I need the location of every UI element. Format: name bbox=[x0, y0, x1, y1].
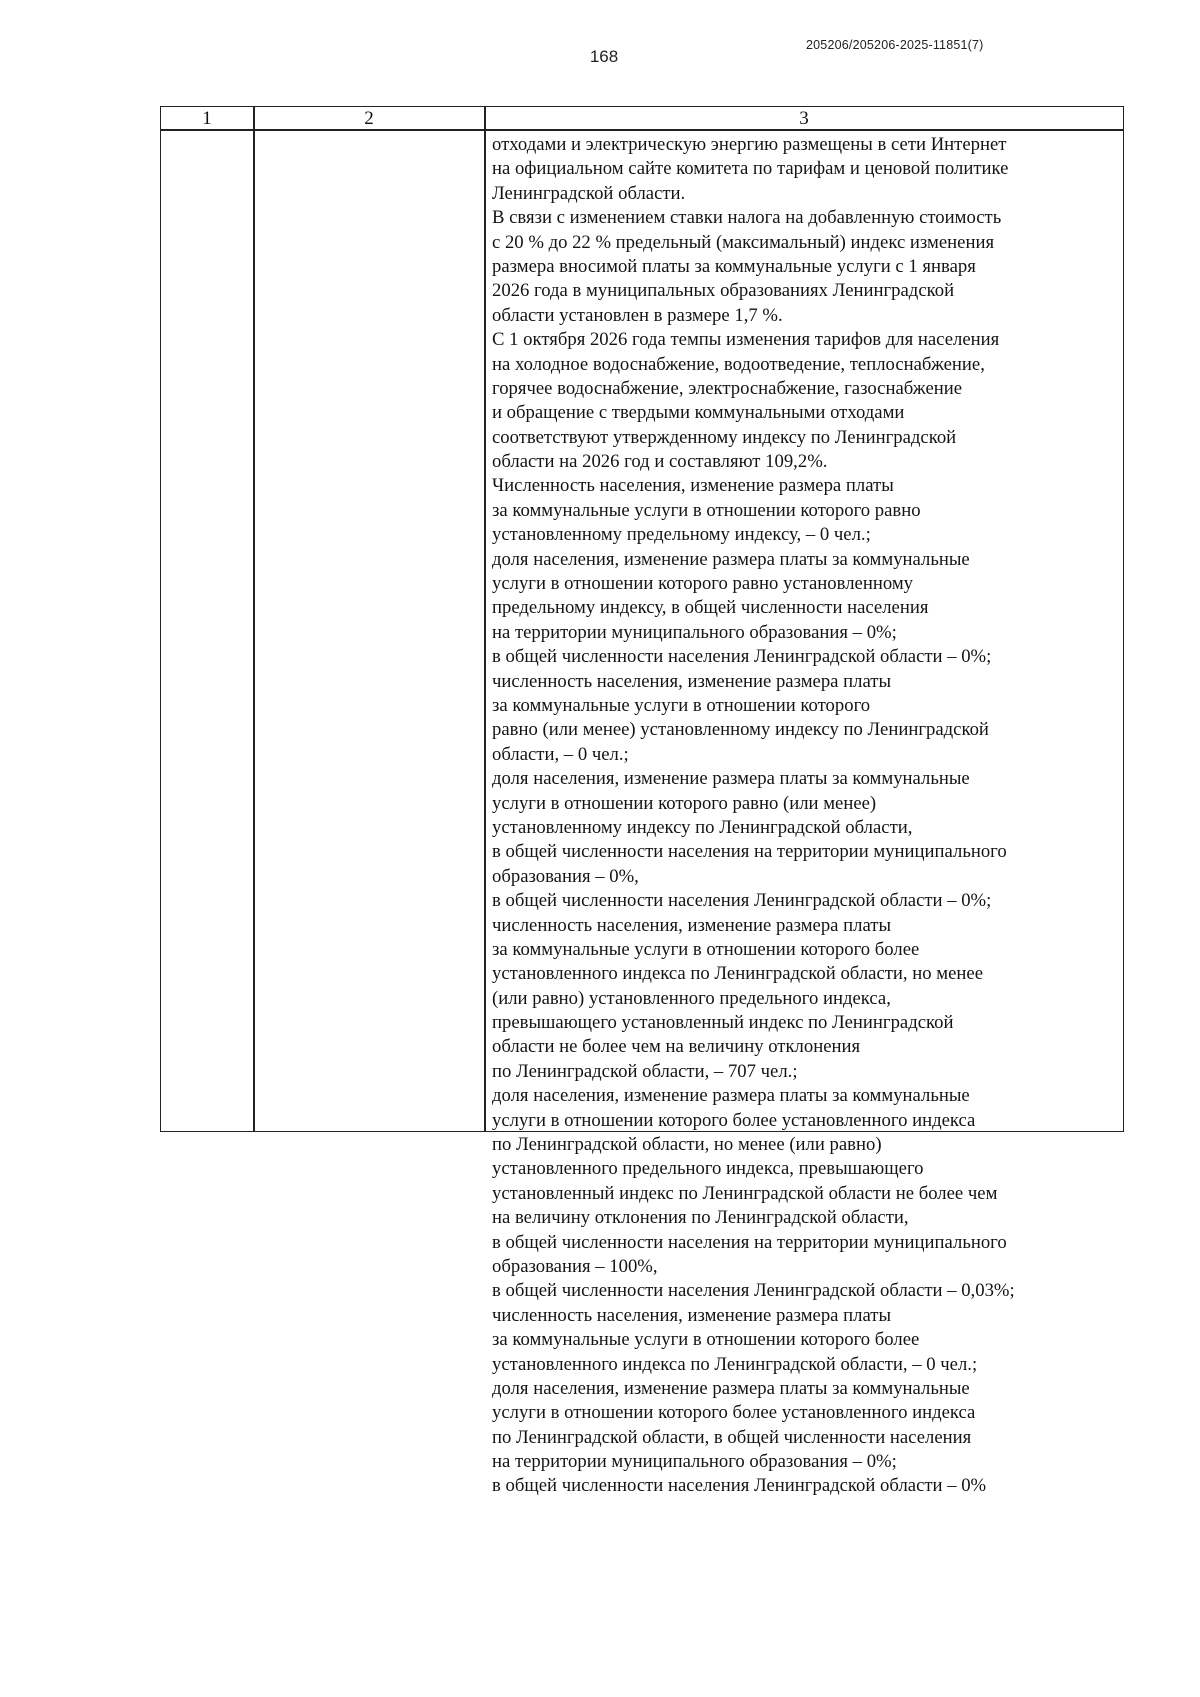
column-header-3: 3 bbox=[799, 108, 809, 129]
column-divider bbox=[484, 107, 486, 1131]
text-line: по Ленинградской области, но менее (или равно) bbox=[492, 1134, 882, 1156]
text-line: в общей численности населения Ленинградской области – 0%; bbox=[492, 646, 992, 668]
text-line: в общей численности населения на территории муниципального bbox=[492, 841, 1007, 863]
column-divider bbox=[253, 107, 255, 1131]
document-id: 205206/205206-2025-11851(7) bbox=[806, 38, 984, 52]
text-line: на величину отклонения по Ленинградской области, bbox=[492, 1207, 909, 1229]
text-line: за коммунальные услуги в отношении которого более bbox=[492, 1329, 920, 1351]
page-number: 168 bbox=[589, 47, 619, 66]
text-line: в общей численности населения Ленинградской области – 0% bbox=[492, 1475, 987, 1497]
text-line: отходами и электрическую энергию размещены в сети Интернет bbox=[492, 134, 1007, 155]
text-line: соответствуют утвержденному индексу по Ленинградской bbox=[492, 426, 957, 448]
text-line: численность населения, изменение размера платы bbox=[492, 1304, 891, 1326]
text-line: в общей численности населения Ленинградской области – 0%; bbox=[492, 890, 992, 912]
text-line: за коммунальные услуги в отношении которого более bbox=[492, 938, 920, 960]
text-line: доля населения, изменение размера платы за коммунальные bbox=[492, 1085, 970, 1107]
text-line: с 20 % до 22 % предельный (максимальный) индекс изменения bbox=[492, 231, 995, 253]
text-line: на территории муниципального образования – 0%; bbox=[492, 621, 897, 643]
text-line: по Ленинградской области, – 707 чел.; bbox=[492, 1060, 798, 1082]
text-line: превышающего установленный индекс по Ленинградской bbox=[492, 1012, 954, 1034]
text-line: области на 2026 год и составляют 109,2%. bbox=[492, 451, 828, 473]
text-line: по Ленинградской области, в общей численности населения bbox=[492, 1426, 972, 1448]
text-line: образования – 0%, bbox=[492, 865, 639, 887]
column-header-2: 2 bbox=[364, 108, 374, 129]
text-line: установленному индексу по Ленинградской области, bbox=[492, 816, 913, 838]
text-line: доля населения, изменение размера платы за коммунальные bbox=[492, 1377, 970, 1399]
text-line: услуги в отношении которого равно установленному bbox=[492, 573, 914, 595]
text-line: Численность населения, изменение размера платы bbox=[492, 475, 894, 497]
text-line: на официальном сайте комитета по тарифам и ценовой политике bbox=[492, 158, 1009, 180]
text-line: области установлен в размере 1,7 %. bbox=[492, 304, 783, 326]
text-line: В связи с изменением ставки налога на добавленную стоимость bbox=[492, 207, 1002, 229]
text-line: области, – 0 чел.; bbox=[492, 743, 629, 765]
text-line: области не более чем на величину отклонения bbox=[492, 1036, 861, 1058]
text-line: в общей численности населения на территории муниципального bbox=[492, 1231, 1007, 1253]
text-line: равно (или менее) установленному индексу по Ленинградской bbox=[492, 719, 989, 741]
text-line: размера вносимой платы за коммунальные услуги с 1 января bbox=[492, 255, 976, 277]
text-line: услуги в отношении которого равно (или менее) bbox=[492, 792, 877, 814]
text-line: образования – 100%, bbox=[492, 1255, 658, 1277]
text-line: установленного предельного индекса, превышающего bbox=[492, 1158, 924, 1180]
text-line: установленного индекса по Ленинградской области, но менее bbox=[492, 963, 983, 985]
text-line: установленного индекса по Ленинградской области, – 0 чел.; bbox=[492, 1353, 978, 1375]
text-line: за коммунальные услуги в отношении которого равно bbox=[492, 499, 921, 521]
text-line: услуги в отношении которого более установленного индекса bbox=[492, 1402, 976, 1424]
text-line: установленный индекс по Ленинградской области не более чем bbox=[492, 1182, 998, 1204]
text-line: (или равно) установленного предельного индекса, bbox=[492, 987, 891, 1009]
text-line: 2026 года в муниципальных образованиях Ленинградской bbox=[492, 280, 955, 302]
column-3-text bbox=[492, 133, 1122, 1499]
text-line: численность населения, изменение размера платы bbox=[492, 670, 891, 692]
text-line: Ленинградской области. bbox=[492, 182, 686, 204]
text-line: численность населения, изменение размера платы bbox=[492, 914, 891, 936]
text-line: и обращение с твердыми коммунальными отходами bbox=[492, 402, 905, 424]
text-line: услуги в отношении которого более установленного индекса bbox=[492, 1109, 976, 1131]
text-line: доля населения, изменение размера платы за коммунальные bbox=[492, 768, 970, 790]
text-line: установленному предельному индексу, – 0 чел.; bbox=[492, 524, 871, 546]
text-line: доля населения, изменение размера платы за коммунальные bbox=[492, 548, 970, 570]
text-line: за коммунальные услуги в отношении которого bbox=[492, 694, 871, 716]
column-header-1: 1 bbox=[202, 108, 212, 129]
text-line: горячее водоснабжение, электроснабжение, газоснабжение bbox=[492, 377, 963, 399]
text-line: в общей численности населения Ленинградской области – 0,03%; bbox=[492, 1280, 1015, 1302]
text-line: предельному индексу, в общей численности населения bbox=[492, 597, 929, 619]
text-line: на территории муниципального образования – 0%; bbox=[492, 1451, 897, 1473]
text-line: на холодное водоснабжение, водоотведение, теплоснабжение, bbox=[492, 353, 985, 375]
text-line: С 1 октября 2026 года темпы изменения тарифов для населения bbox=[492, 329, 1000, 351]
